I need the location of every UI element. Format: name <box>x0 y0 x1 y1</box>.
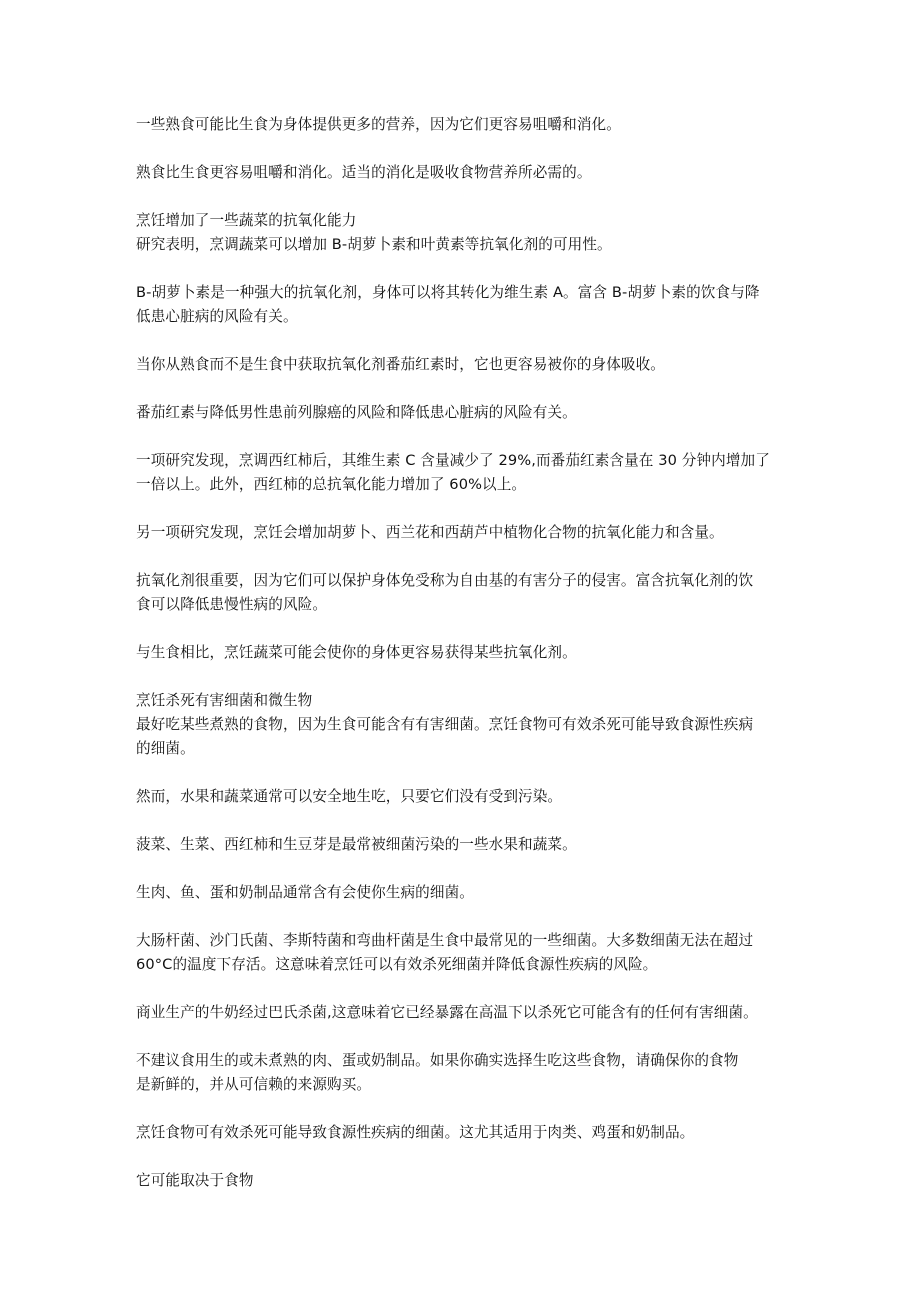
paragraph <box>136 401 796 425</box>
text-line: 不建议食用生的或未煮熟的肉、蛋或奶制品。如果你确实选择生吃这些食物，请确保你的食物 <box>136 1052 739 1069</box>
text-line: 烹饪食物可有效杀死可能导致食源性疾病的细菌。这尤其适用于肉类、鸡蛋和奶制品。 <box>136 1124 695 1141</box>
paragraph <box>136 281 796 329</box>
paragraph-with-heading <box>136 689 796 761</box>
paragraph <box>136 449 796 497</box>
paragraph <box>136 881 796 905</box>
text-line: 的细菌。 <box>136 740 195 757</box>
text-line: 熟食比生食更容易咀嚼和消化。适当的消化是吸收食物营养所必需的。 <box>136 164 592 181</box>
text-line: 研究表明，烹调蔬菜可以增加 B-胡萝卜素和叶黄素等抗氧化剂的可用性。 <box>136 236 612 253</box>
paragraph <box>136 569 796 617</box>
text-line: 60°C的温度下存活。这意味着烹饪可以有效杀死细菌并降低食源性疾病的风险。 <box>136 956 658 973</box>
document-body <box>136 113 796 1217</box>
text-line: 一项研究发现，烹调西红柿后，其维生素 C 含量减少了 29%,而番茄红素含量在 30 分钟内增加了 <box>136 452 770 469</box>
text-line: 食可以降低患慢性病的风险。 <box>136 596 328 613</box>
paragraph <box>136 521 796 545</box>
text-line: 它可能取决于食物 <box>136 1172 254 1189</box>
paragraph <box>136 929 796 977</box>
paragraph <box>136 1049 796 1097</box>
paragraph <box>136 1001 796 1025</box>
text-line: 与生食相比，烹饪蔬菜可能会使你的身体更容易获得某些抗氧化剂。 <box>136 644 577 661</box>
paragraph <box>136 113 796 137</box>
text-line: 抗氧化剂很重要，因为它们可以保护身体免受称为自由基的有害分子的侵害。富含抗氧化剂的饮 <box>136 572 754 589</box>
text-line: 番茄红素与降低男性患前列腺癌的风险和降低患心脏病的风险有关。 <box>136 404 577 421</box>
paragraph <box>136 1121 796 1145</box>
paragraph <box>136 1169 796 1193</box>
text-line: 另一项研究发现，烹饪会增加胡萝卜、西兰花和西葫芦中植物化合物的抗氧化能力和含量。 <box>136 524 724 541</box>
text-line: 一倍以上。此外，西红柿的总抗氧化能力增加了 60%以上。 <box>136 476 527 493</box>
text-line: 是新鲜的，并从可信赖的来源购买。 <box>136 1076 372 1093</box>
text-line: 生肉、鱼、蛋和奶制品通常含有会使你生病的细菌。 <box>136 884 474 901</box>
text-line: 商业生产的牛奶经过巴氏杀菌,这意味着它已经暴露在高温下以杀死它可能含有的任何有害细菌。 <box>136 1004 758 1021</box>
text-line: 当你从熟食而不是生食中获取抗氧化剂番茄红素时，它也更容易被你的身体吸收。 <box>136 356 665 373</box>
paragraph <box>136 785 796 809</box>
section-heading: 烹饪增加了一些蔬菜的抗氧化能力 <box>136 212 357 229</box>
paragraph-with-heading <box>136 209 796 257</box>
paragraph <box>136 161 796 185</box>
paragraph <box>136 353 796 377</box>
text-line: 一些熟食可能比生食为身体提供更多的营养，因为它们更容易咀嚼和消化。 <box>136 116 621 133</box>
paragraph <box>136 833 796 857</box>
text-line: 低患心脏病的风险有关。 <box>136 308 298 325</box>
text-line: B-胡萝卜素是一种强大的抗氧化剂，身体可以将其转化为维生素 A。富含 B-胡萝卜素的饮食与降 <box>136 284 760 301</box>
text-line: 最好吃某些煮熟的食物，因为生食可能含有有害细菌。烹饪食物可有效杀死可能导致食源性疾病 <box>136 716 754 733</box>
text-line: 菠菜、生菜、西红柿和生豆芽是最常被细菌污染的一些水果和蔬菜。 <box>136 836 577 853</box>
paragraph <box>136 641 796 665</box>
section-heading: 烹饪杀死有害细菌和微生物 <box>136 692 313 709</box>
text-line: 然而，水果和蔬菜通常可以安全地生吃，只要它们没有受到污染。 <box>136 788 563 805</box>
text-line: 大肠杆菌、沙门氏菌、李斯特菌和弯曲杆菌是生食中最常见的一些细菌。大多数细菌无法在超过 <box>136 932 754 949</box>
